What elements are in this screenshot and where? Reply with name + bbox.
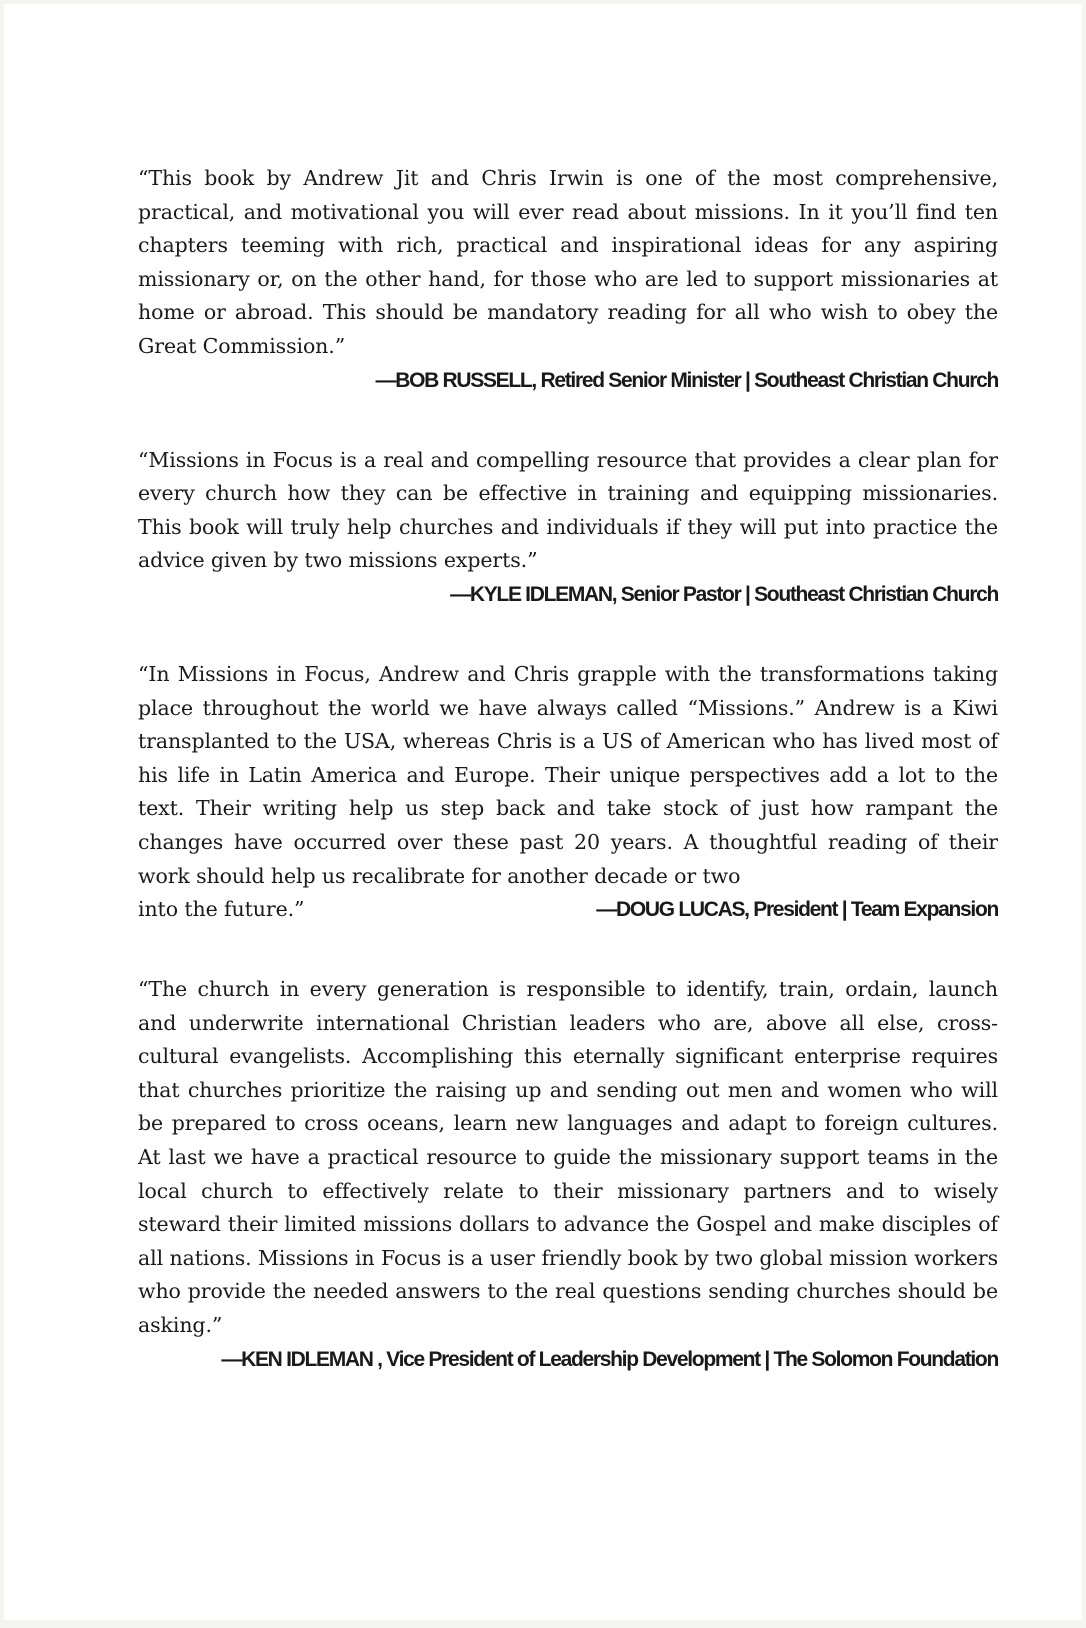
endorsement-attribution: —KYLE IDLEMAN, Senior Pastor | Southeast Christian Church xyxy=(450,582,998,606)
endorsements-list xyxy=(138,162,998,1377)
page xyxy=(4,4,1082,1620)
endorsement-attribution: —BOB RUSSELL, Retired Senior Minister | Southeast Christian Church xyxy=(375,368,998,392)
spacer xyxy=(138,927,998,973)
endorsement-attribution: —DOUG LUCAS, President | Team Expansion xyxy=(596,898,998,922)
endorsement-ken-idleman xyxy=(138,973,998,1377)
endorsement-quote: “In Missions in Focus, Andrew and Chris grapple with the transformations taking place throughout the world we have always called “Missions.” Andrew is a Kiwi transplanted to the USA, whereas Chris is a US of American who has lived most of his life in Latin America and Europe. Their unique perspectives add a lot to the text. Their writing help us step back and take stock of just how rampant the changes have occurred over these past 20 years. A thoughtful reading of their work should help us recalibrate for another decade or two xyxy=(138,661,998,888)
endorsement-quote: “Missions in Focus is a real and compelling resource that provides a clear plan for every church how they can be effective in training and equipping missionaries. This book will truly help churches and individuals if they will put into practice the advice given by two missions experts.” xyxy=(138,447,998,573)
endorsement-bob-russell xyxy=(138,162,998,398)
endorsement-quote: “The church in every generation is responsible to identify, train, ordain, launch and underwrite international Christian leaders who are, above all else, cross-cultural evangelists. Accomplishing this eternally significant enterprise requires that churches prioritize the raising up and sending out men and women who will be prepared to cross oceans, learn new languages and adapt to foreign cultures. At last we have a practical resource to guide the missionary support teams in the local church to effectively relate to their missionary partners and to wisely steward their limited missions dollars to advance the Gospel and make disciples of all nations. Missions in Focus is a user friendly book by two global mission workers who provide the needed answers to the real questions sending churches should be asking.” xyxy=(138,977,998,1338)
endorsement-kyle-idleman xyxy=(138,444,998,612)
endorsement-last-line xyxy=(138,893,998,927)
spacer xyxy=(138,612,998,658)
endorsement-attribution: —KEN IDLEMAN , Vice President of Leadership Development | The Solomon Foundation xyxy=(221,1347,998,1371)
endorsement-quote: “This book by Andrew Jit and Chris Irwin is one of the most comprehensive, practical, and motivational you will ever read about missions. In it you’ll find ten chapters teeming with rich, practical and inspirational ideas for any aspiring missionary or, on the other hand, for those who are led to support missionaries at home or abroad. This should be mandatory reading for all who wish to obey the Great Commission.” xyxy=(138,166,998,358)
endorsement-quote-end: into the future.” xyxy=(138,897,305,922)
spacer xyxy=(138,398,998,444)
endorsement-doug-lucas xyxy=(138,658,998,927)
